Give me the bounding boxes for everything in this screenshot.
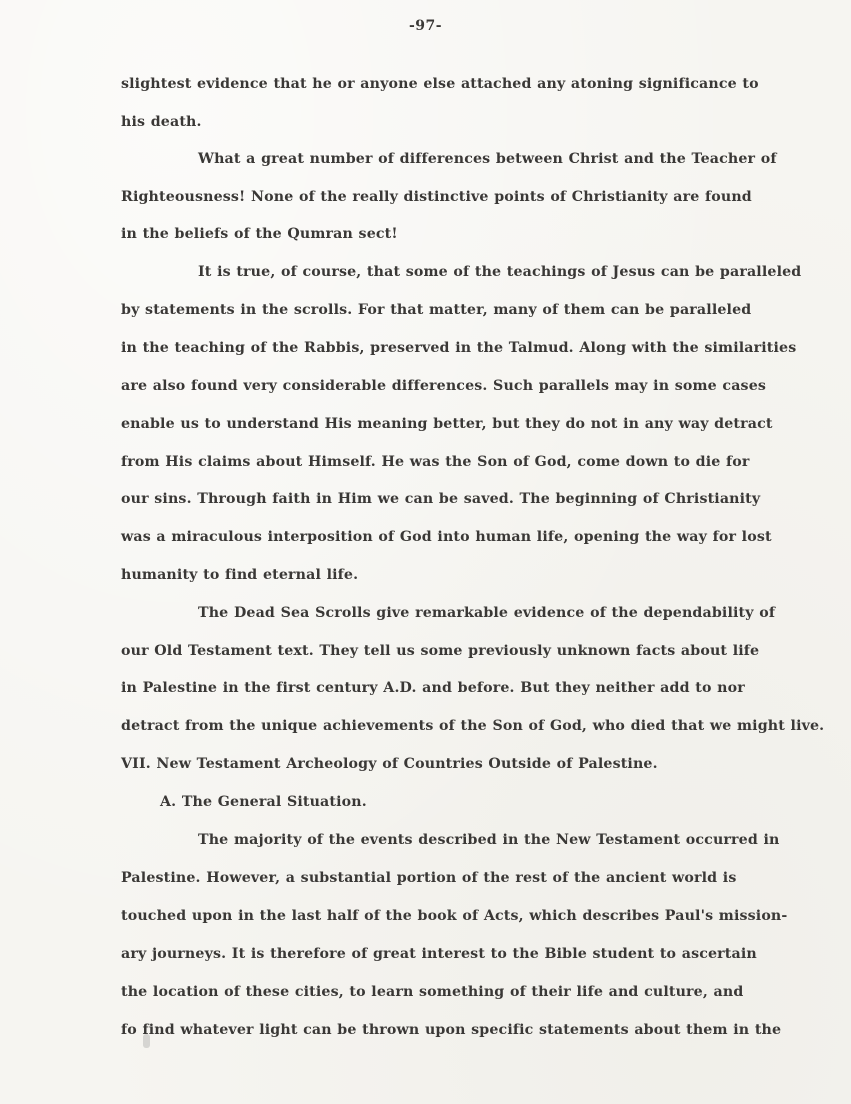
text-line: by statements in the scrolls. For that matter, many of them can be paralleled — [121, 302, 752, 318]
text-line: fo find whatever light can be thrown upon specific statements about them in the — [121, 1022, 782, 1038]
text-line: in Palestine in the first century A.D. and before. But they neither add to nor — [121, 680, 745, 696]
paragraph-start-line: It is true, of course, that some of the teachings of Jesus can be paralleled — [198, 264, 802, 280]
text-line: from His claims about Himself. He was the Son of God, come down to die for — [121, 454, 750, 470]
text-line: enable us to understand His meaning better, but they do not in any way detract — [121, 416, 773, 432]
text-line: slightest evidence that he or anyone else attached any atoning significance to — [121, 76, 759, 92]
section-heading: VII. New Testament Archeology of Countries Outside of Palestine. — [121, 756, 658, 772]
text-line: our sins. Through faith in Him we can be saved. The beginning of Christianity — [121, 491, 761, 507]
text-line: ary journeys. It is therefore of great interest to the Bible student to ascertain — [121, 946, 757, 962]
text-line: in the beliefs of the Qumran sect! — [121, 226, 398, 242]
text-line: detract from the unique achievements of the Son of God, who died that we might live. — [121, 718, 825, 734]
text-line: touched upon in the last half of the book of Acts, which describes Paul's mission- — [121, 908, 788, 924]
text-line: in the teaching of the Rabbis, preserved in the Talmud. Along with the similarities — [121, 340, 797, 356]
ink-smudge — [143, 1034, 150, 1048]
paragraph-start-line: The majority of the events described in the New Testament occurred in — [198, 832, 780, 848]
text-line: the location of these cities, to learn something of their life and culture, and — [121, 984, 744, 1000]
text-line: was a miraculous interposition of God into human life, opening the way for lost — [121, 529, 772, 545]
paragraph-start-line: The Dead Sea Scrolls give remarkable evidence of the dependability of — [198, 605, 776, 621]
text-line: Righteousness! None of the really distinctive points of Christianity are found — [121, 189, 752, 205]
page-number: -97- — [408, 18, 443, 34]
text-line: humanity to find eternal life. — [121, 567, 359, 583]
text-line: our Old Testament text. They tell us some previously unknown facts about life — [121, 643, 760, 659]
text-line: Palestine. However, a substantial portion of the rest of the ancient world is — [121, 870, 737, 886]
paragraph-start-line: What a great number of differences between Christ and the Teacher of — [198, 151, 777, 167]
text-line: his death. — [121, 114, 202, 130]
text-line: are also found very considerable differences. Such parallels may in some cases — [121, 378, 767, 394]
subsection-heading: A. The General Situation. — [160, 794, 367, 810]
